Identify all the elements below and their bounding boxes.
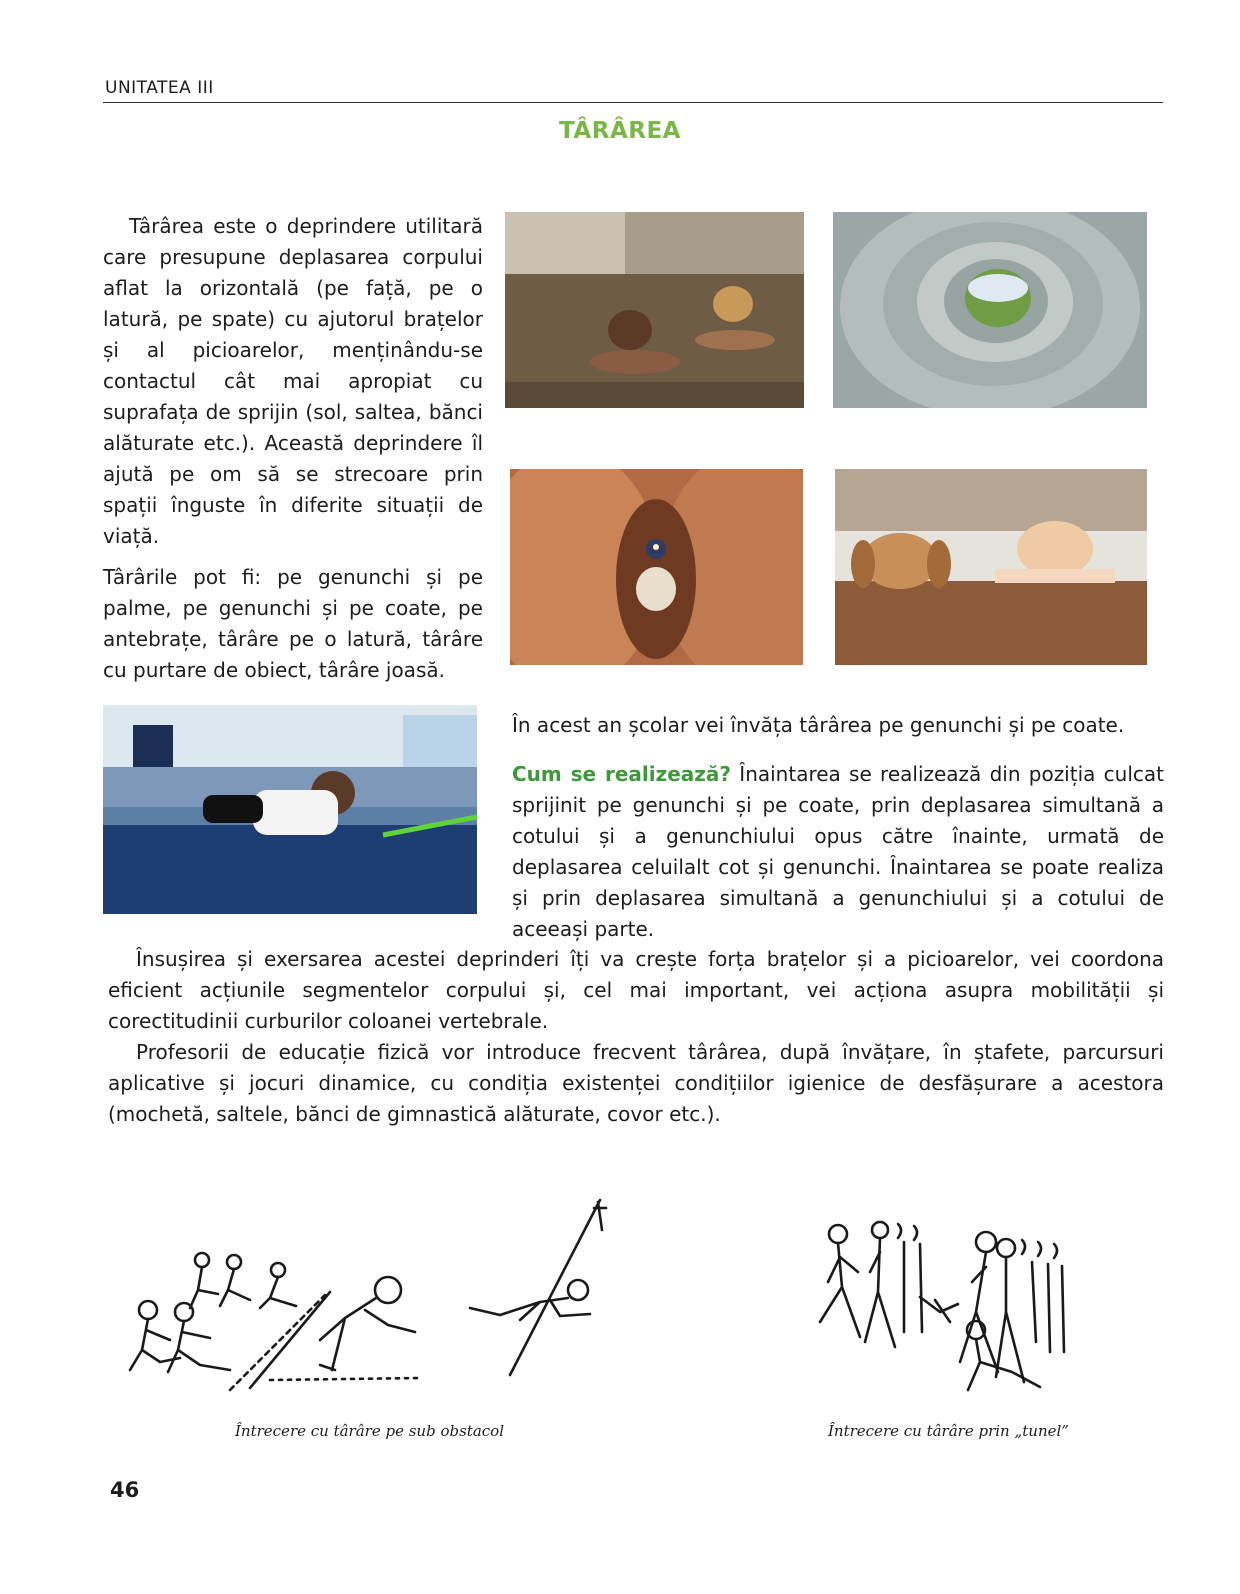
right-paragraph-2 [512,759,1164,945]
how-text: Înaintarea se realizează din poziția culcat sprijinit pe genunchi și pe coate, prin deplasarea simultană a cotului și a genunchiului opus către înainte, urmată de deplasarea celuilalt cot și genunchi. Înaintarea se poate realiza și prin deplasarea simultană a genunchiului și a cotului de aceeași parte. [512,762,1164,941]
intro-paragraph-2: Târârile pot fi: pe genunchi și pe palme, pe genunchi și pe coate, pe antebrațe, târâre pe o latură, târâre cu purtare de obiect, târâre joasă. [103,565,483,682]
header-rule [103,102,1163,103]
intro-paragraph-1: Târârea este o deprindere utilitară care presupune deplasarea corpului aflat la orizontală (pe față, pe o latură, pe spate) cu ajutorul brațelor și al picioarelor, menținându-se contactul cât mai apropiat cu suprafața de sprijin (sol, saltea, bănci alăturate etc.). Această deprindere îl ajută pe om să se strecoare prin spații înguste în diferite situații de viață. [103,214,483,548]
sketch-tunnel-race [800,1212,1080,1402]
how-label: Cum se realizează? [512,762,732,786]
photo-crawling-under-net [505,212,804,408]
page-number: 46 [110,1478,140,1502]
unit-header: UNITATEA III [105,78,214,98]
caption-tunnel-race: Întrecere cu târâre prin „tunel” [828,1422,1069,1440]
body-text [108,944,1164,1130]
sketch-obstacle-race [120,1190,620,1405]
body-paragraph-2: Profesorii de educație fizică vor introduce frecvent târârea, după învățare, în ștafete, parcursuri aplicative și jocuri dinamice, cu condiția existenței condițiilor igienice de desfășurare a acestora (mochetă, saltele, bănci de gimnastică alăturate, covor etc.). [108,1040,1164,1126]
photo-boy-crawling [103,705,477,914]
intro-column [103,211,483,696]
page-title: TÂRÂREA [559,118,681,144]
right-paragraph-1: În acest an școlar vei învăța târârea pe genunchi și pe coate. [512,713,1125,737]
photo-tunnel [833,212,1147,408]
right-column [512,710,1164,963]
photo-dog-and-child [835,469,1147,665]
caption-obstacle-race: Întrecere cu târâre pe sub obstacol [235,1422,504,1440]
body-paragraph-1: Însușirea și exersarea acestei deprinderi îți va crește forța brațelor și a picioarelor, vei coordona eficient acțiunile segmentelor corpului și, cel mai important, vei acționa asupra mobilității și corectitudinii curburilor coloanei vertebrale. [108,947,1164,1033]
photo-cave [510,469,803,665]
